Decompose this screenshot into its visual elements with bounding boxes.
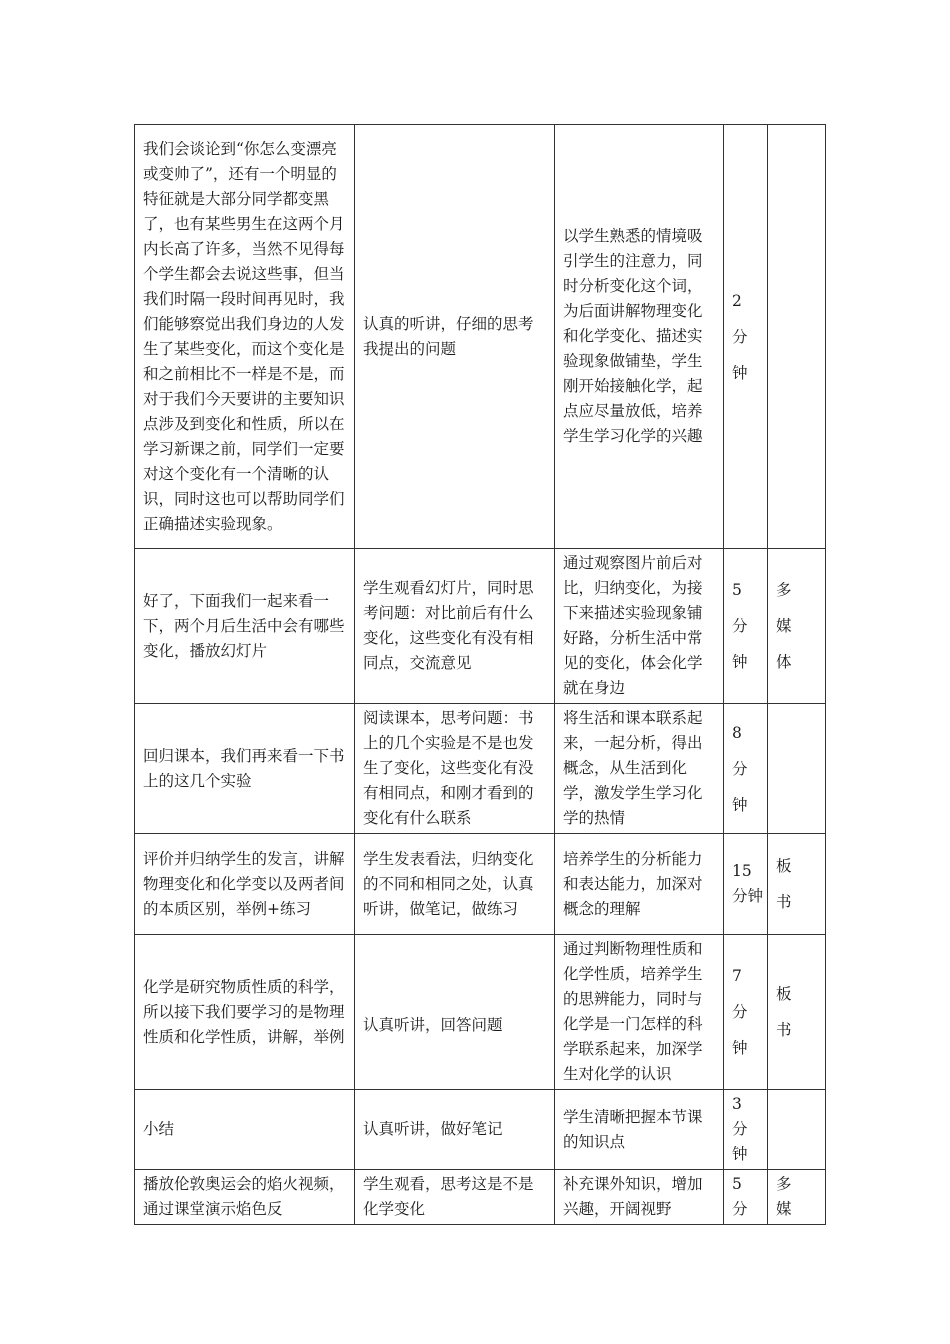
media-cell xyxy=(768,1090,826,1170)
design-purpose-cell: 补充课外知识，增加兴趣，开阔视野 xyxy=(555,1170,724,1225)
teacher-activity-cell: 回归课本，我们再来看一下书上的这几个实验 xyxy=(135,704,355,834)
student-activity-cell: 学生观看幻灯片，同时思考问题：对比前后有什么变化，这些变化有没有相同点，交流意见 xyxy=(355,549,555,704)
design-purpose-cell: 以学生熟悉的情境吸引学生的注意力，同时分析变化这个词，为后面讲解物理变化和化学变化、描述实验现象做铺垫，学生刚开始接触化学，起点应尽量放低，培养学生学习化学的兴趣 xyxy=(555,125,724,549)
media-cell: 多媒 xyxy=(768,1170,826,1225)
design-purpose-cell: 通过观察图片前后对比，归纳变化，为接下来描述实验现象铺好路，分析生活中常见的变化，体会化学就在身边 xyxy=(555,549,724,704)
media-cell: 板书 xyxy=(768,834,826,935)
media-cell: 板书 xyxy=(768,935,826,1090)
table-row xyxy=(135,1090,826,1170)
student-activity-cell: 认真的听讲，仔细的思考我提出的问题 xyxy=(355,125,555,549)
media-cell: 多媒体 xyxy=(768,549,826,704)
table-row xyxy=(135,1170,826,1225)
teacher-activity-cell: 播放伦敦奥运会的焰火视频，通过课堂演示焰色反 xyxy=(135,1170,355,1225)
time-cell: 3分钟 xyxy=(724,1090,768,1170)
teacher-activity-cell: 我们会谈论到“你怎么变漂亮或变帅了”，还有一个明显的特征就是大部分同学都变黑了，也有某些男生在这两个月内长高了许多，当然不见得每个学生都会去说这些事，但当我们时隔一段时间再见时，我们能够察觉出我们身边的人发生了某些变化，而这个变化是和之前相比不一样是不是，而对于我们今天要讲的主要知识点涉及到变化和性质，所以在学习新课之前，同学们一定要对这个变化有一个清晰的认识，同时这也可以帮助同学们正确描述实验现象。 xyxy=(135,125,355,549)
table-row xyxy=(135,935,826,1090)
teacher-activity-cell: 评价并归纳学生的发言，讲解物理变化和化学变以及两者间的本质区别，举例+练习 xyxy=(135,834,355,935)
table-row xyxy=(135,704,826,834)
time-cell: 15分钟 xyxy=(724,834,768,935)
design-purpose-cell: 通过判断物理性质和化学性质，培养学生的思辨能力，同时与化学是一门怎样的科学联系起来，加深学生对化学的认识 xyxy=(555,935,724,1090)
time-cell: 2分钟 xyxy=(724,125,768,549)
student-activity-cell: 学生发表看法，归纳变化的不同和相同之处，认真听讲，做笔记，做练习 xyxy=(355,834,555,935)
time-cell: 5分钟 xyxy=(724,549,768,704)
table-row xyxy=(135,125,826,549)
lesson-plan-table xyxy=(134,124,826,1225)
teacher-activity-cell: 化学是研究物质性质的科学，所以接下我们要学习的是物理性质和化学性质，讲解，举例 xyxy=(135,935,355,1090)
teacher-activity-cell: 小结 xyxy=(135,1090,355,1170)
design-purpose-cell: 学生清晰把握本节课的知识点 xyxy=(555,1090,724,1170)
media-cell xyxy=(768,125,826,549)
media-cell xyxy=(768,704,826,834)
table-row xyxy=(135,549,826,704)
student-activity-cell: 认真听讲，回答问题 xyxy=(355,935,555,1090)
student-activity-cell: 认真听讲，做好笔记 xyxy=(355,1090,555,1170)
teacher-activity-cell: 好了，下面我们一起来看一下，两个月后生活中会有哪些变化，播放幻灯片 xyxy=(135,549,355,704)
design-purpose-cell: 将生活和课本联系起来，一起分析，得出概念，从生活到化学，激发学生学习化学的热情 xyxy=(555,704,724,834)
time-cell: 8分钟 xyxy=(724,704,768,834)
time-cell: 5分 xyxy=(724,1170,768,1225)
student-activity-cell: 阅读课本，思考问题：书上的几个实验是不是也发生了变化，这些变化有没有相同点，和刚才看到的变化有什么联系 xyxy=(355,704,555,834)
time-cell: 7分钟 xyxy=(724,935,768,1090)
student-activity-cell: 学生观看，思考这是不是化学变化 xyxy=(355,1170,555,1225)
table-row xyxy=(135,834,826,935)
design-purpose-cell: 培养学生的分析能力和表达能力，加深对概念的理解 xyxy=(555,834,724,935)
